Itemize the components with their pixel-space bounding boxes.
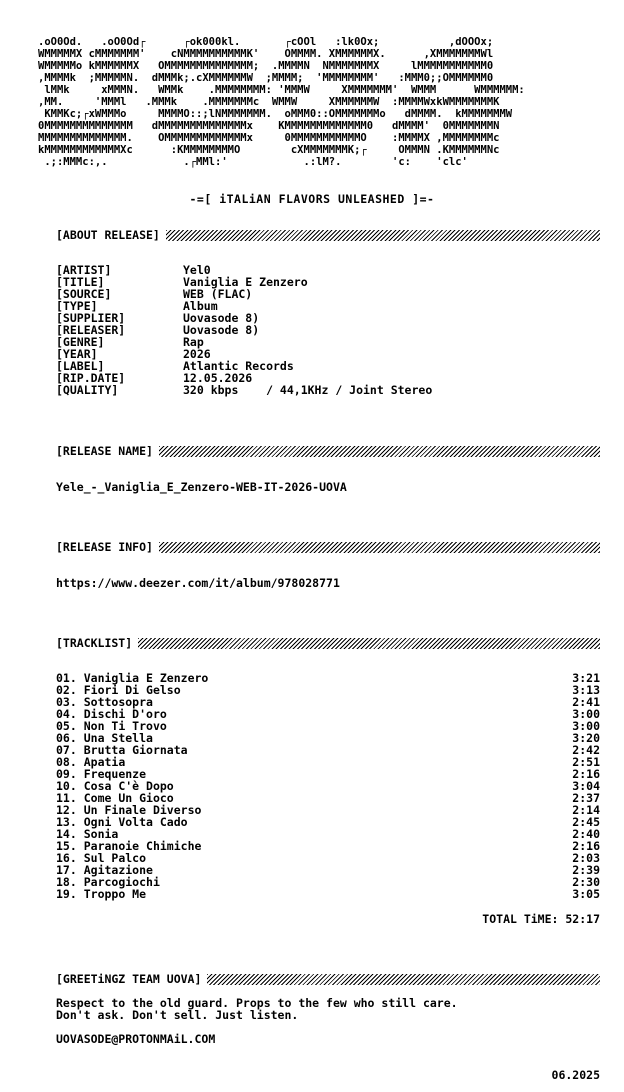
info-value: Atlantic Records xyxy=(183,359,294,373)
track-number: 17. xyxy=(56,863,77,877)
info-value: WEB (FLAC) xyxy=(183,287,253,301)
greetings-line-2: Don't ask. Don't sell. Just listen. xyxy=(56,1008,299,1022)
info-row-genre xyxy=(56,336,432,348)
track-time: 2:30 xyxy=(572,875,600,889)
track-time: 2:41 xyxy=(572,695,600,709)
track-number: 13. xyxy=(56,815,77,829)
info-key: [YEAR] xyxy=(56,347,98,361)
info-key: [RELEASER] xyxy=(56,323,126,337)
track-title: Sonia xyxy=(83,827,119,841)
track-title: Dischi D'oro xyxy=(83,707,167,721)
track-title: Brutta Giornata xyxy=(83,743,188,757)
track-time: 2:37 xyxy=(572,791,600,805)
track-time: 3:04 xyxy=(572,779,600,793)
nfo-date: 06.2025 xyxy=(551,1068,600,1082)
track-number: 08. xyxy=(56,755,77,769)
track-number: 09. xyxy=(56,767,77,781)
ascii-logo: .oO0Od. .oO0Od┌ ┌ok000kl. ┌cOOl :lk0Ox; ,dOOOx; WMMMMMX cMMMMMMM' cNMMMMMMMMMMK' OMMMM. XMMMMMMX. ,XMMMMMMMWl WMMMMMo kMMMMMMX OMMMMMMMMMMMMMM; .MMMMN NMMMMMMMX lMMMMMMMMMMM0 ,MMMMk ;MMMMMN. dMMMk;.cXMMMMMMW ;MMMM; 'MMMMMMMM' :MMM0;;OMMMMMM0 lMMk xMMMN. WMMk .MMMMMMMM: 'MMMW XMMMMMMM' WMMM WMMMMMM: ,MM. 'MMMl .MMMk .MMMMMMMc WMMW XMMMMMMW :MMMMWxkWMMMMMMMK KMMKc;┌xWMMMo MMMMO::;lNMMMMMMM. oMMM0::OMMMMMMMo dMMMM. kMMMMMMMW 0MMMMMMMMMMMMMM dMMMMMMMMMMMMMMx KMMMMMMMMMMMMM0 dMMMM' 0MMMMMMMN MMMMMMMMMMMMMM. OMMMMMMMMMMMMMx 0MMMMMMMMMMMO :MMMMX ,MMMMMMMMc kMMMMMMMMMMMMXc :KMMMMMMMMO cXMMMMMMMK;┌ OMMMN .KMMMMMMNc .;:MMMc:,. .┌MMl:' .:lM?. 'c: 'clc' xyxy=(38,36,525,168)
hatch-divider xyxy=(159,542,600,553)
track-number: 10. xyxy=(56,779,77,793)
hatch-divider xyxy=(138,638,600,649)
info-key: [TYPE] xyxy=(56,299,98,313)
track-time: 2:45 xyxy=(572,815,600,829)
track-time: 2:16 xyxy=(572,839,600,853)
track-number: 04. xyxy=(56,707,77,721)
track-row xyxy=(56,816,600,828)
track-title: Vaniglia E Zenzero xyxy=(83,671,209,685)
track-row xyxy=(56,888,600,900)
track-time: 3:13 xyxy=(572,683,600,697)
section-tracklist xyxy=(56,636,600,650)
info-key: [QUALITY] xyxy=(56,383,119,397)
info-row-releaser xyxy=(56,324,432,336)
section-header: [ABOUT RELEASE] xyxy=(56,228,160,242)
info-key: [GENRE] xyxy=(56,335,105,349)
track-number: 01. xyxy=(56,671,77,685)
info-value: 320 kbps / 44,1KHz / Joint Stereo xyxy=(183,383,433,397)
track-number: 15. xyxy=(56,839,77,853)
section-about-release xyxy=(56,228,600,242)
section-header: [GREETiNGZ TEAM UOVA] xyxy=(56,972,202,986)
info-value: 12.05.2026 xyxy=(183,371,253,385)
track-title: Sul Palco xyxy=(83,851,147,865)
track-time: 3:21 xyxy=(572,671,600,685)
info-row-source xyxy=(56,288,432,300)
info-key: [LABEL] xyxy=(56,359,105,373)
track-time: 2:42 xyxy=(572,743,600,757)
section-release-info xyxy=(56,540,600,554)
track-number: 19. xyxy=(56,887,77,901)
track-number: 02. xyxy=(56,683,77,697)
info-key: [SOURCE] xyxy=(56,287,112,301)
track-time: 2:39 xyxy=(572,863,600,877)
section-header: [RELEASE NAME] xyxy=(56,444,153,458)
track-time: 2:14 xyxy=(572,803,600,817)
track-number: 14. xyxy=(56,827,77,841)
info-value: Vaniglia E Zenzero xyxy=(183,275,308,289)
track-title: Paranoie Chimiche xyxy=(83,839,202,853)
track-title: Come Un Gioco xyxy=(83,791,174,805)
track-number: 18. xyxy=(56,875,77,889)
track-time: 3:00 xyxy=(572,707,600,721)
total-time: TOTAL TiME: 52:17 xyxy=(482,912,600,926)
track-title: Frequenze xyxy=(83,767,147,781)
info-row-quality xyxy=(56,384,432,396)
track-title: Parcogiochi xyxy=(83,875,160,889)
track-number: 06. xyxy=(56,731,77,745)
track-title: Cosa C'è Dopo xyxy=(83,779,174,793)
info-value: Yel0 xyxy=(183,263,211,277)
release-info-link[interactable]: https://www.deezer.com/it/album/978028771 xyxy=(56,576,340,590)
track-row xyxy=(56,744,600,756)
section-header: [RELEASE INFO] xyxy=(56,540,153,554)
track-title: Sottosopra xyxy=(83,695,153,709)
track-time: 2:16 xyxy=(572,767,600,781)
track-title: Fiori Di Gelso xyxy=(83,683,181,697)
tracklist xyxy=(56,672,600,900)
hatch-divider xyxy=(207,974,600,985)
track-time: 3:20 xyxy=(572,731,600,745)
contact-email[interactable]: UOVASODE@PROTONMAiL.COM xyxy=(56,1032,216,1046)
info-key: [RIP.DATE] xyxy=(56,371,126,385)
track-number: 05. xyxy=(56,719,77,733)
info-value: Uovasode 8) xyxy=(183,323,260,337)
track-number: 16. xyxy=(56,851,77,865)
track-number: 12. xyxy=(56,803,77,817)
info-value: Rap xyxy=(183,335,204,349)
track-title: Non Ti Trovo xyxy=(83,719,167,733)
track-number: 07. xyxy=(56,743,77,757)
section-greetings xyxy=(56,972,600,986)
release-name: Yele_-_Vaniglia_E_Zenzero-WEB-IT-2026-UOVA xyxy=(56,480,347,494)
track-title: Un Finale Diverso xyxy=(83,803,202,817)
info-value: 2026 xyxy=(183,347,211,361)
track-title: Una Stella xyxy=(83,731,153,745)
track-number: 11. xyxy=(56,791,77,805)
slogan: -=[ iTALiAN FLAVORS UNLEASHED ]=- xyxy=(189,192,435,206)
track-number: 03. xyxy=(56,695,77,709)
section-release-name xyxy=(56,444,600,458)
track-time: 2:40 xyxy=(572,827,600,841)
track-title: Agitazione xyxy=(83,863,153,877)
section-header: [TRACKLIST] xyxy=(56,636,133,650)
info-value: Album xyxy=(183,299,218,313)
track-title: Apatia xyxy=(83,755,126,769)
info-key: [ARTIST] xyxy=(56,263,112,277)
track-time: 3:00 xyxy=(572,719,600,733)
info-key: [TITLE] xyxy=(56,275,105,289)
info-key: [SUPPLIER] xyxy=(56,311,126,325)
hatch-divider xyxy=(166,230,600,241)
hatch-divider xyxy=(159,446,600,457)
about-release-list xyxy=(56,264,432,396)
track-time: 2:51 xyxy=(572,755,600,769)
track-time: 3:05 xyxy=(572,887,600,901)
info-value: Uovasode 8) xyxy=(183,311,260,325)
greetings-line-1: Respect to the old guard. Props to the few who still care. xyxy=(56,996,458,1010)
track-time: 2:03 xyxy=(572,851,600,865)
track-title: Troppo Me xyxy=(83,887,147,901)
track-title: Ogni Volta Cado xyxy=(83,815,188,829)
